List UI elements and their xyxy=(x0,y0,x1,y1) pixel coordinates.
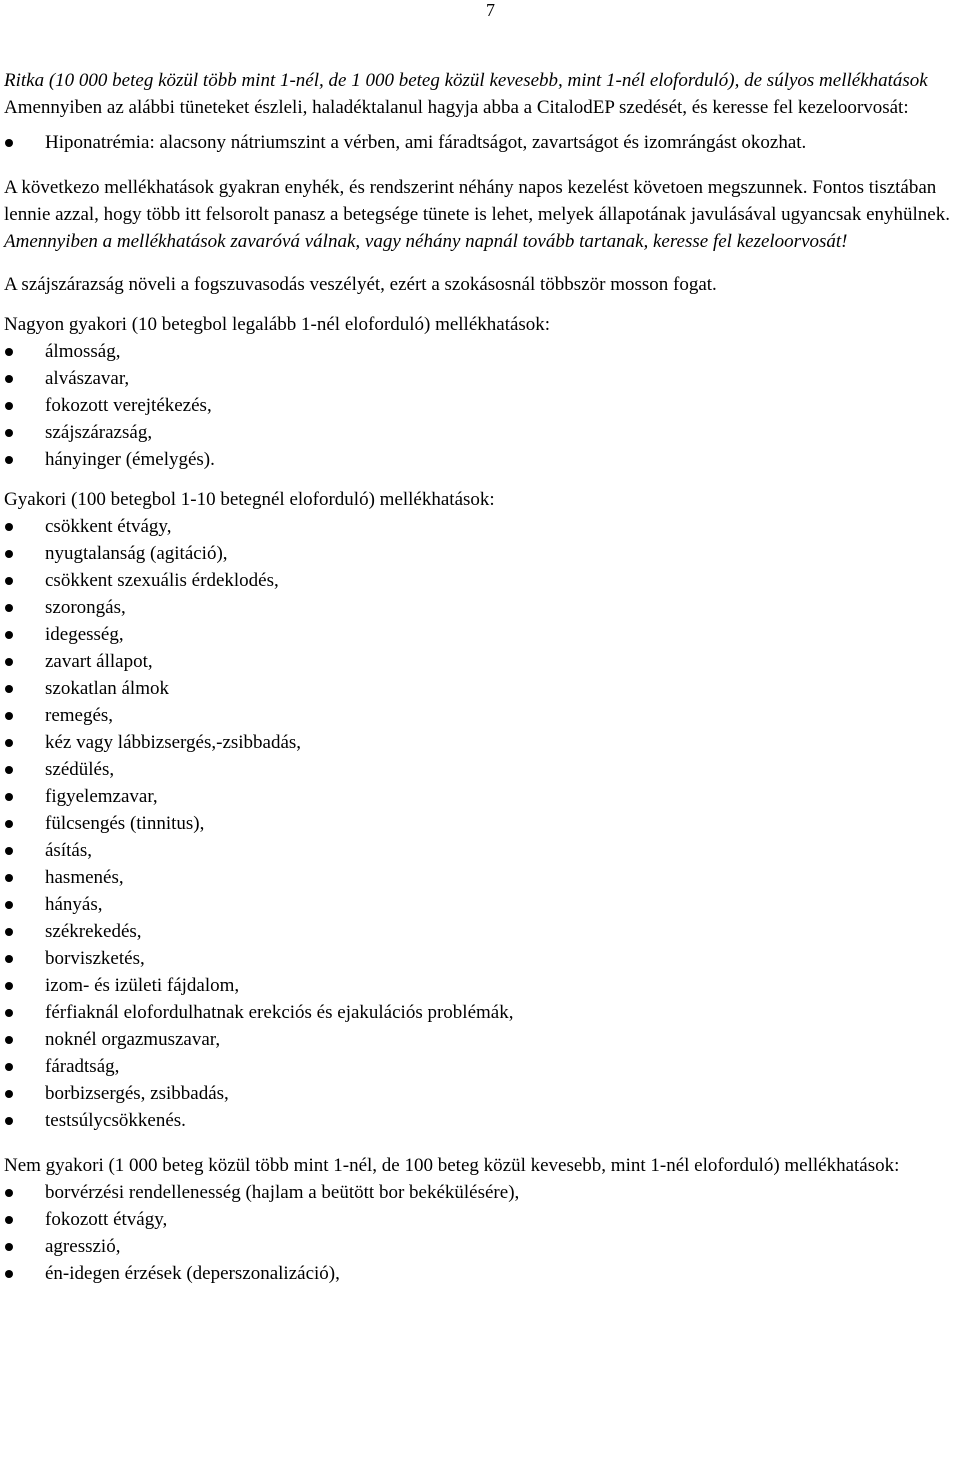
very-common-list xyxy=(4,338,956,473)
list-item: testsúlycsökkenés. xyxy=(4,1107,956,1134)
common-heading: Gyakori (100 betegbol 1-10 betegnél eloforduló) mellékhatások: xyxy=(4,489,495,510)
list-item: idegesség, xyxy=(4,621,956,648)
bullet-icon xyxy=(5,348,13,356)
list-item: férfiaknál elofordulhatnak erekciós és ejakulációs problémák, xyxy=(4,999,956,1026)
bullet-icon xyxy=(5,1063,13,1071)
bullet-icon xyxy=(5,631,13,639)
list-item: hányinger (émelygés). xyxy=(4,446,956,473)
list-item: csökkent szexuális érdeklodés, xyxy=(4,567,956,594)
list-item: alvászavar, xyxy=(4,365,956,392)
list-item: izom- és izületi fájdalom, xyxy=(4,972,956,999)
list-item: agresszió, xyxy=(4,1233,956,1260)
bullet-icon xyxy=(5,456,13,464)
bullet-icon xyxy=(5,955,13,963)
page-number: 7 xyxy=(486,0,495,20)
bullet-icon xyxy=(5,1090,13,1098)
list-item: fokozott étvágy, xyxy=(4,1206,956,1233)
bullet-icon xyxy=(5,901,13,909)
dry-mouth-note: A szájszárazság növeli a fogszuvasodás veszélyét, ezért a szokásosnál többször mosson fogat. xyxy=(4,274,717,295)
uncommon-heading: Nem gyakori (1 000 beteg közül több mint 1-nél, de 100 beteg közül kevesebb, mint 1-nél eloforduló) mellékhatások: xyxy=(4,1155,900,1176)
mild-paragraph: A következo mellékhatások gyakran enyhék, és rendszerint néhány napos kezelést követoen megszunnek. Fontos tisztában lennie azzal, hogy több itt felsorolt panasz a betegsége tünete is lehet, melyek állapotának javulásával ugyancsak enyhülnek. xyxy=(4,177,950,225)
bullet-icon xyxy=(5,658,13,666)
list-item: székrekedés, xyxy=(4,918,956,945)
rare-instruction: Amennyiben az alábbi tüneteket észleli, haladéktalanul hagyja abba a CitalodEP szedését, és keresse fel kezeloorvosát: xyxy=(4,97,909,118)
bullet-icon xyxy=(5,577,13,585)
list-item: álmosság, xyxy=(4,338,956,365)
very-common-section xyxy=(4,311,956,473)
list-item: fáradtság, xyxy=(4,1053,956,1080)
rare-heading: Ritka (10 000 beteg közül több mint 1-nél, de 1 000 beteg közül kevesebb, mint 1-nél eloforduló), de súlyos mellékhatások xyxy=(4,70,928,91)
list-item: hányás, xyxy=(4,891,956,918)
list-item: noknél orgazmuszavar, xyxy=(4,1026,956,1053)
common-section xyxy=(4,486,956,1134)
bullet-icon xyxy=(5,523,13,531)
bullet-icon xyxy=(5,928,13,936)
bullet-icon xyxy=(5,874,13,882)
bullet-icon xyxy=(5,1270,13,1278)
rare-section xyxy=(4,67,956,156)
bullet-icon xyxy=(5,793,13,801)
bullet-icon xyxy=(5,604,13,612)
bullet-icon xyxy=(5,139,13,147)
bullet-icon xyxy=(5,429,13,437)
bullet-icon xyxy=(5,1189,13,1197)
list-item: én-idegen érzések (deperszonalizáció), xyxy=(4,1260,956,1287)
list-item: Hiponatrémia: alacsony nátriumszint a vérben, ami fáradtságot, zavartságot és izomrángást okozhat. xyxy=(4,129,956,156)
bullet-icon xyxy=(5,712,13,720)
bullet-icon xyxy=(5,1117,13,1125)
uncommon-section xyxy=(4,1152,956,1287)
list-item: kéz vagy lábbizsergés,-zsibbadás, xyxy=(4,729,956,756)
list-item: szokatlan álmok xyxy=(4,675,956,702)
bullet-icon xyxy=(5,982,13,990)
list-item: remegés, xyxy=(4,702,956,729)
document-body xyxy=(4,67,956,1287)
list-item: borvérzési rendellenesség (hajlam a beütött bor bekékülésére), xyxy=(4,1179,956,1206)
bullet-icon xyxy=(5,820,13,828)
bullet-icon xyxy=(5,375,13,383)
mild-warning: Amennyiben a mellékhatások zavaróvá válnak, vagy néhány napnál tovább tartanak, keresse fel kezeloorvosát! xyxy=(4,231,848,252)
bullet-icon xyxy=(5,1036,13,1044)
list-item: hasmenés, xyxy=(4,864,956,891)
bullet-icon xyxy=(5,1009,13,1017)
list-item: borbizsergés, zsibbadás, xyxy=(4,1080,956,1107)
list-item: csökkent étvágy, xyxy=(4,513,956,540)
bullet-icon xyxy=(5,685,13,693)
rare-list xyxy=(4,129,956,156)
list-item: szédülés, xyxy=(4,756,956,783)
bullet-icon xyxy=(5,766,13,774)
list-item: szájszárazság, xyxy=(4,419,956,446)
bullet-icon xyxy=(5,1243,13,1251)
list-item: borviszketés, xyxy=(4,945,956,972)
list-item: ásítás, xyxy=(4,837,956,864)
bullet-icon xyxy=(5,847,13,855)
bullet-icon xyxy=(5,739,13,747)
list-item: zavart állapot, xyxy=(4,648,956,675)
uncommon-list xyxy=(4,1179,956,1287)
bullet-icon xyxy=(5,402,13,410)
very-common-heading: Nagyon gyakori (10 betegbol legalább 1-nél eloforduló) mellékhatások: xyxy=(4,314,551,335)
common-list xyxy=(4,513,956,1134)
list-item: fülcsengés (tinnitus), xyxy=(4,810,956,837)
list-item: fokozott verejtékezés, xyxy=(4,392,956,419)
bullet-icon xyxy=(5,550,13,558)
list-item: figyelemzavar, xyxy=(4,783,956,810)
bullet-icon xyxy=(5,1216,13,1224)
list-item: szorongás, xyxy=(4,594,956,621)
list-item: nyugtalanság (agitáció), xyxy=(4,540,956,567)
